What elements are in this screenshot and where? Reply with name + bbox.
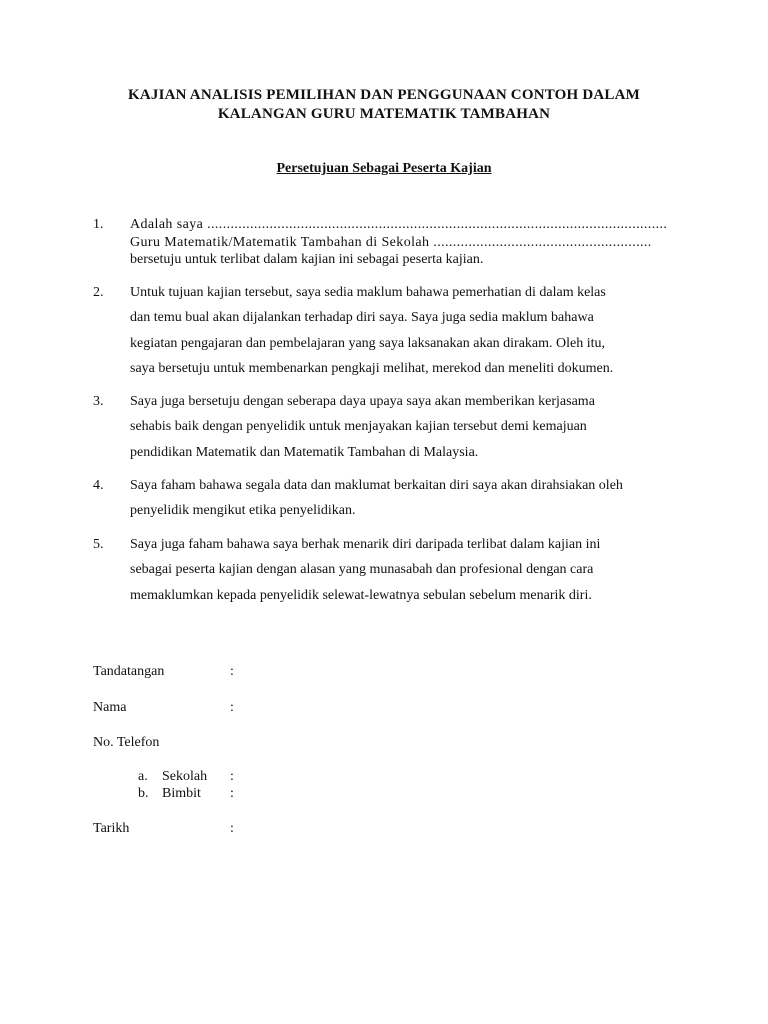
item-number: 2.	[93, 285, 104, 300]
phone-mobile-label: Bimbit	[162, 786, 201, 801]
item-line: pendidikan Matematik dan Matematik Tambahan di Malaysia.	[130, 444, 479, 460]
name-label: Nama	[93, 700, 127, 715]
item-number: 3.	[93, 394, 104, 409]
item-line: Saya juga bersetuju dengan seberapa daya upaya saya akan memberikan kerjasama	[130, 394, 595, 409]
name-field[interactable]	[93, 700, 393, 720]
document-subtitle: Persetujuan Sebagai Peserta Kajian	[276, 161, 492, 176]
field-colon: :	[230, 786, 234, 801]
phone-school-label: Sekolah	[162, 769, 208, 784]
phone-heading	[93, 735, 393, 755]
item-line: Saya faham bahawa segala data dan maklumat berkaitan diri saya akan dirahsiakan oleh	[130, 478, 623, 493]
document-title	[60, 86, 708, 124]
item-line: kegiatan pengajaran dan pembelajaran yang saya laksanakan akan dirakam. Oleh itu,	[130, 335, 606, 351]
field-colon: :	[230, 700, 234, 715]
signature-field[interactable]	[93, 664, 393, 684]
item-line: memaklumkan kepada penyelidik selewat-lewatnya sebulan sebelum menarik diri.	[130, 587, 592, 603]
list-letter: b.	[138, 786, 149, 801]
item-line: Adalah saya ......................................................................................................................	[130, 217, 668, 232]
item-line: Untuk tujuan kajian tersebut, saya sedia maklum bahawa pemerhatian di dalam kelas	[130, 285, 606, 300]
phone-label: No. Telefon	[93, 735, 160, 750]
field-colon: :	[230, 821, 234, 836]
item-line: sehabis baik dengan penyelidik untuk menjayakan kajian tersebut demi kemajuan	[130, 419, 587, 435]
item-number: 4.	[93, 478, 104, 493]
item-line: penyelidik mengikut etika penyelidikan.	[130, 503, 356, 519]
title-line-1: KAJIAN ANALISIS PEMILIHAN DAN PENGGUNAAN CONTOH DALAM	[127, 87, 641, 103]
signature-label: Tandatangan	[93, 664, 165, 679]
item-line: Saya juga faham bahawa saya berhak menarik diri daripada terlibat dalam kajian ini	[130, 537, 601, 552]
item-line: Guru Matematik/Matematik Tambahan di Sekolah ........................................................	[130, 234, 652, 250]
item-line: bersetuju untuk terlibat dalam kajian ini sebagai peserta kajian.	[130, 252, 484, 267]
date-label: Tarikh	[93, 821, 130, 836]
date-field[interactable]	[93, 821, 393, 841]
item-line: dan temu bual akan dijalankan terhadap diri saya. Saya juga sedia maklum bahawa	[130, 310, 594, 326]
item-line: sebagai peserta kajian dengan alasan yang munasabah dan profesional dengan cara	[130, 562, 594, 578]
list-letter: a.	[138, 769, 148, 784]
field-colon: :	[230, 769, 234, 784]
item-line: saya bersetuju untuk membenarkan pengkaji melihat, merekod dan meneliti dokumen.	[130, 360, 614, 376]
item-number: 1.	[93, 217, 104, 232]
title-line-2: KALANGAN GURU MATEMATIK TAMBAHAN	[217, 106, 551, 122]
item-number: 5.	[93, 537, 104, 552]
field-colon: :	[230, 664, 234, 679]
